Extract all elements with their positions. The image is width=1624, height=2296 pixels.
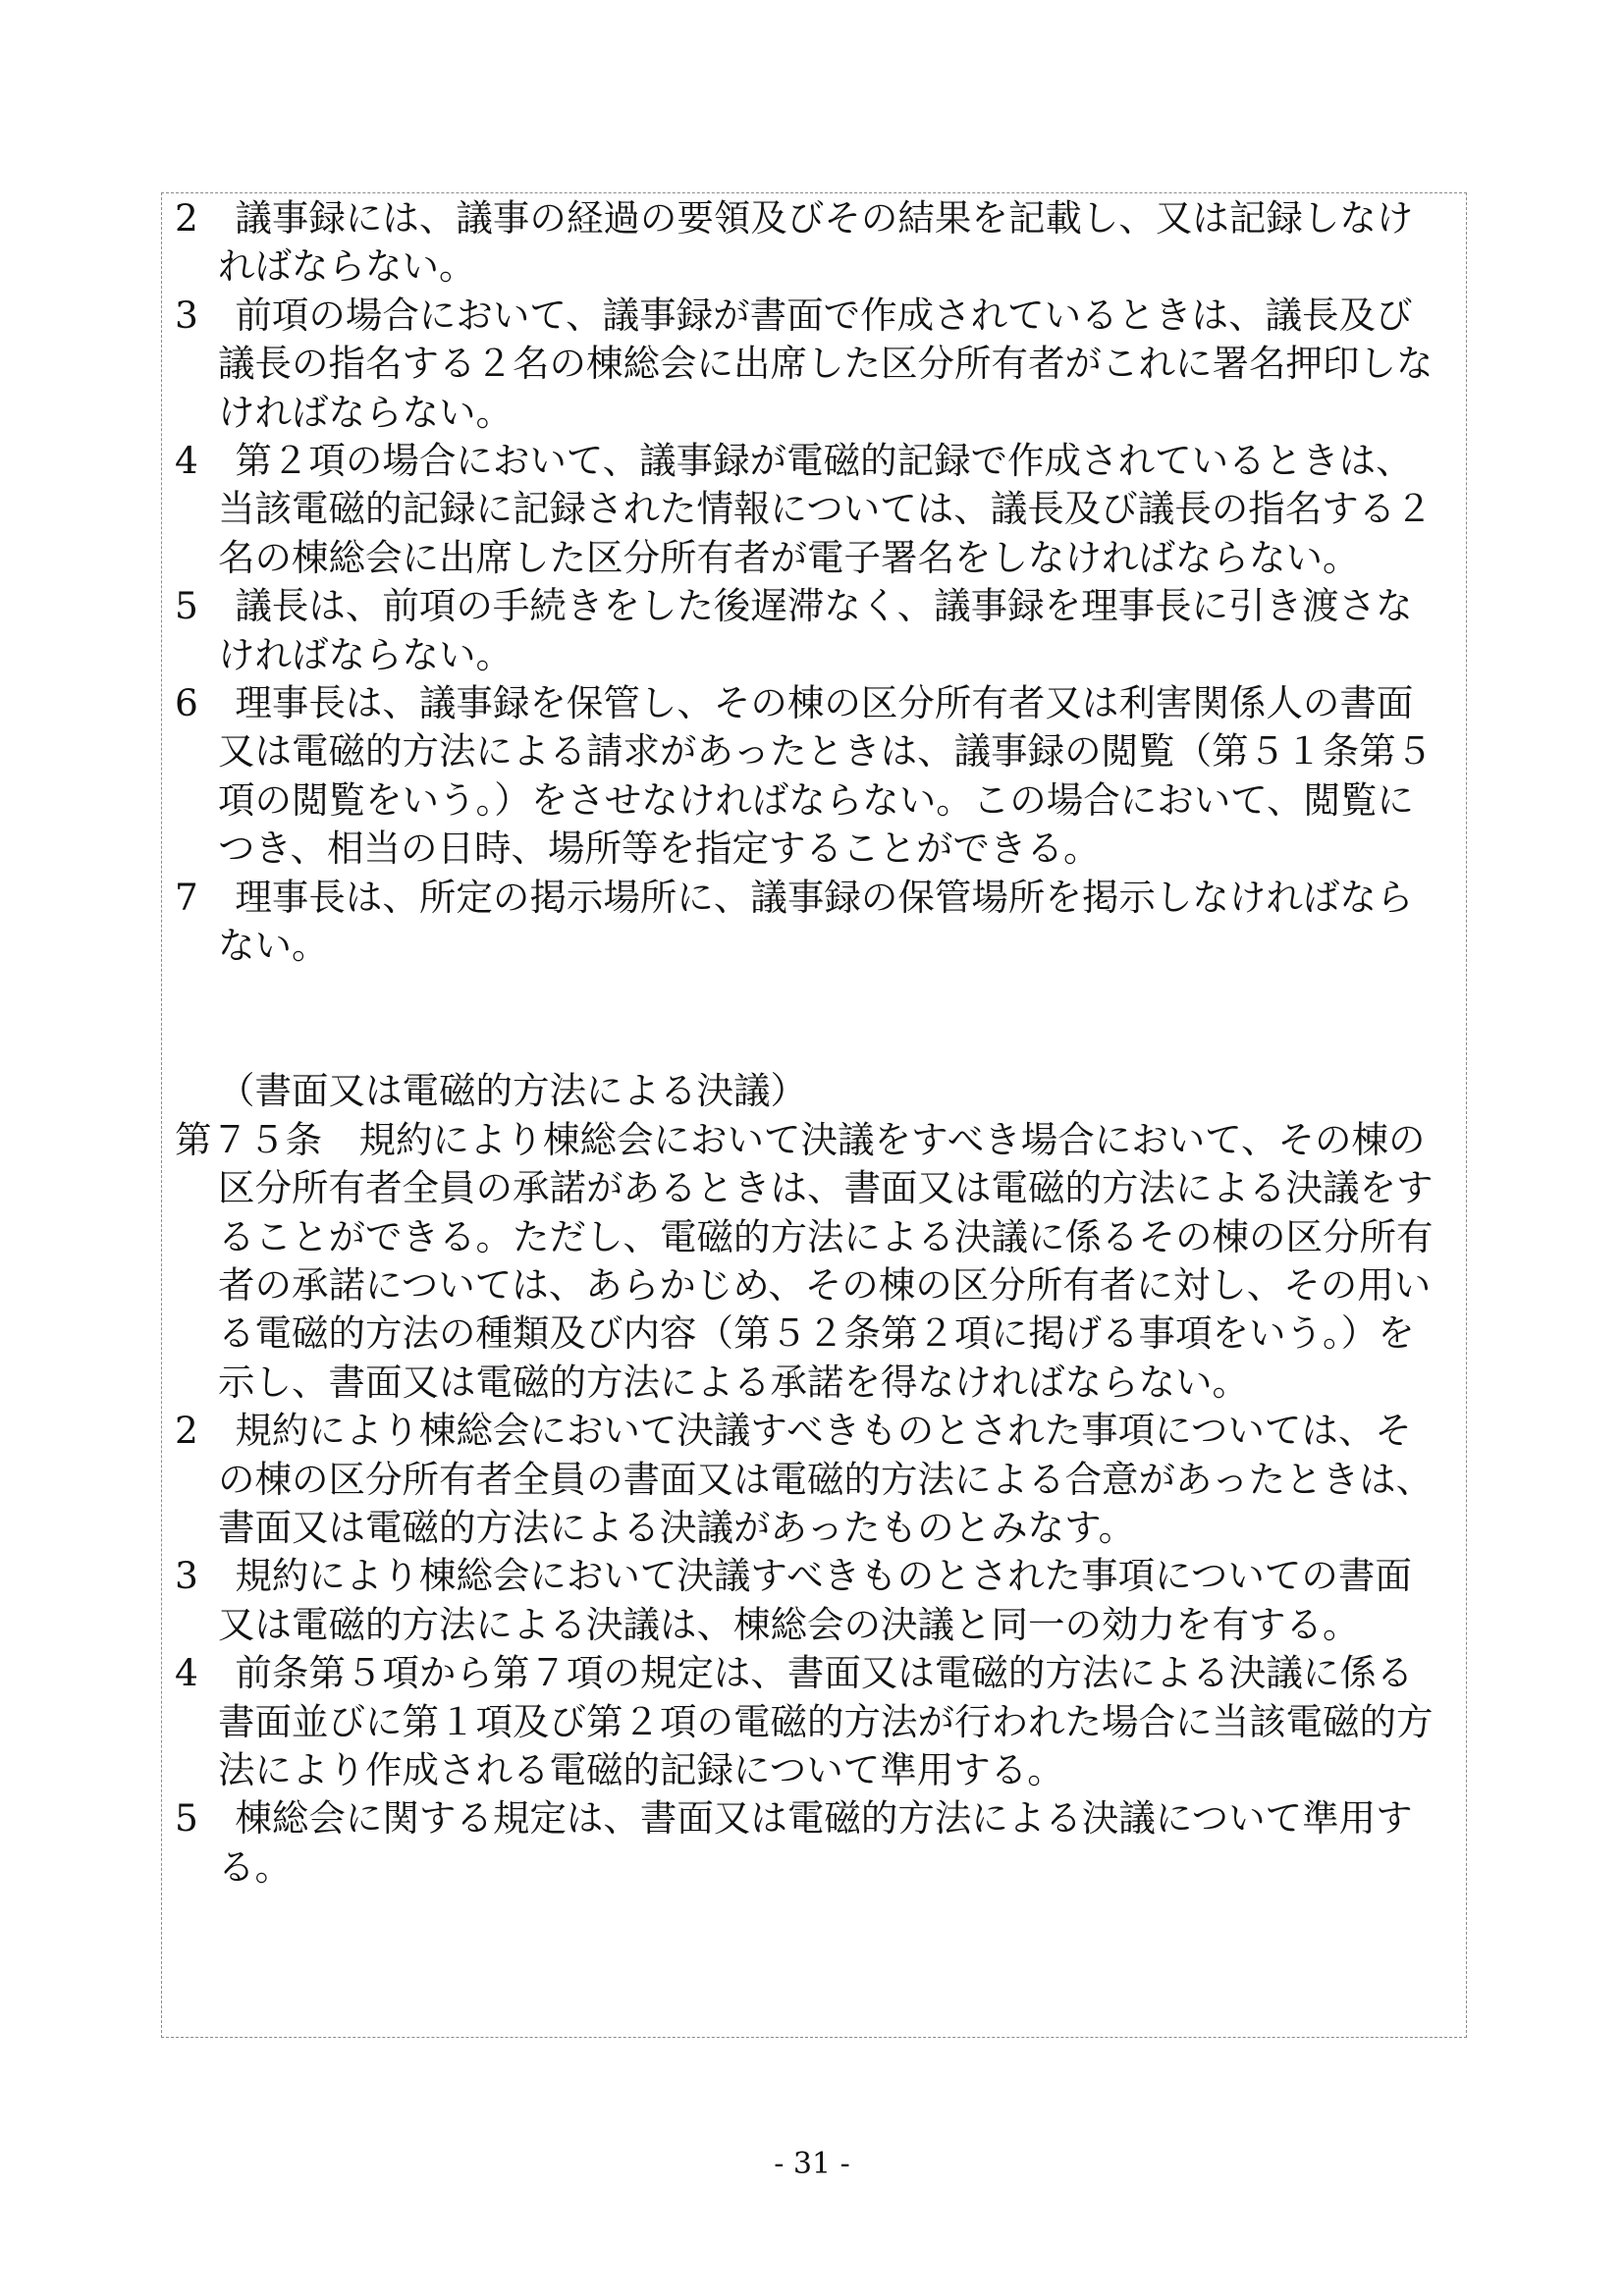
- section-spacer: [175, 971, 1441, 1068]
- article75-paragraph-3: 3 規約により棟総会において決議すべきものとされた事項についての書面又は電磁的方法による決議は、棟総会の決議と同一の効力を有する。: [175, 1554, 1412, 1646]
- article75-heading: （書面又は電磁的方法による決議）: [218, 1069, 807, 1113]
- article75-paragraph-2: 2 規約により棟総会において決議すべきものとされた事項については、その棟の区分所有者全員の書面又は電磁的方法による合意があったときは、書面又は電磁的方法による決議があったものとみなす。: [175, 1409, 1434, 1549]
- document-body: [175, 194, 1441, 1892]
- article74-paragraph-5: 5 議長は、前項の手続きをした後遅滞なく、議事録を理事長に引き渡さなければならない。: [175, 584, 1413, 676]
- article74-paragraph-4: 4 第２項の場合において、議事録が電磁的記録で作成されているときは、当該電磁的記録に記録された情報については、議長及び議長の指名する２名の棟総会に出席した区分所有者が電子署名をしなければならない。: [175, 439, 1433, 579]
- article75-paragraph-5: 5 棟総会に関する規定は、書面又は電磁的方法による決議について準用する。: [175, 1796, 1413, 1889]
- article75-paragraph-4: 4 前条第５項から第７項の規定は、書面又は電磁的方法による決議に係る書面並びに第１項及び第２項の電磁的方法が行われた場合に当該電磁的方法により作成される電磁的記録について準用する。: [175, 1651, 1434, 1791]
- page-number: - 31 -: [774, 2147, 850, 2181]
- article74-paragraph-7: 7 理事長は、所定の掲示場所に、議事録の保管場所を掲示しなければならない。: [175, 875, 1414, 968]
- article75-paragraph-1: 第７５条 規約により棟総会において決議をすべき場合において、その棟の区分所有者全員の承諾があるときは、書面又は電磁的方法による決議をすることができる。ただし、電磁的方法による決議に係るその棟の区分所有者の承諾については、あらかじめ、その棟の区分所有者に対し、その用いる電磁的方法の種類及び内容（第５２条第２項に掲げる事項をいう。）を示し、書面又は電磁的方法による承諾を得なければならない。: [175, 1117, 1434, 1404]
- article74-paragraph-3: 3 前項の場合において、議事録が書面で作成されているときは、議長及び議長の指名する２名の棟総会に出席した区分所有者がこれに署名押印しなければならない。: [175, 293, 1434, 434]
- article74-paragraph-2: 2 議事録には、議事の経過の要領及びその結果を記載し、又は記録しなければならない。: [175, 196, 1414, 289]
- article74-paragraph-6: 6 理事長は、議事録を保管し、その棟の区分所有者又は利害関係人の書面又は電磁的方法による請求があったときは、議事録の閲覧（第５１条第５項の閲覧をいう。）をさせなければならない。この場合において、閲覧につき、相当の日時、場所等を指定することができる。: [175, 681, 1434, 871]
